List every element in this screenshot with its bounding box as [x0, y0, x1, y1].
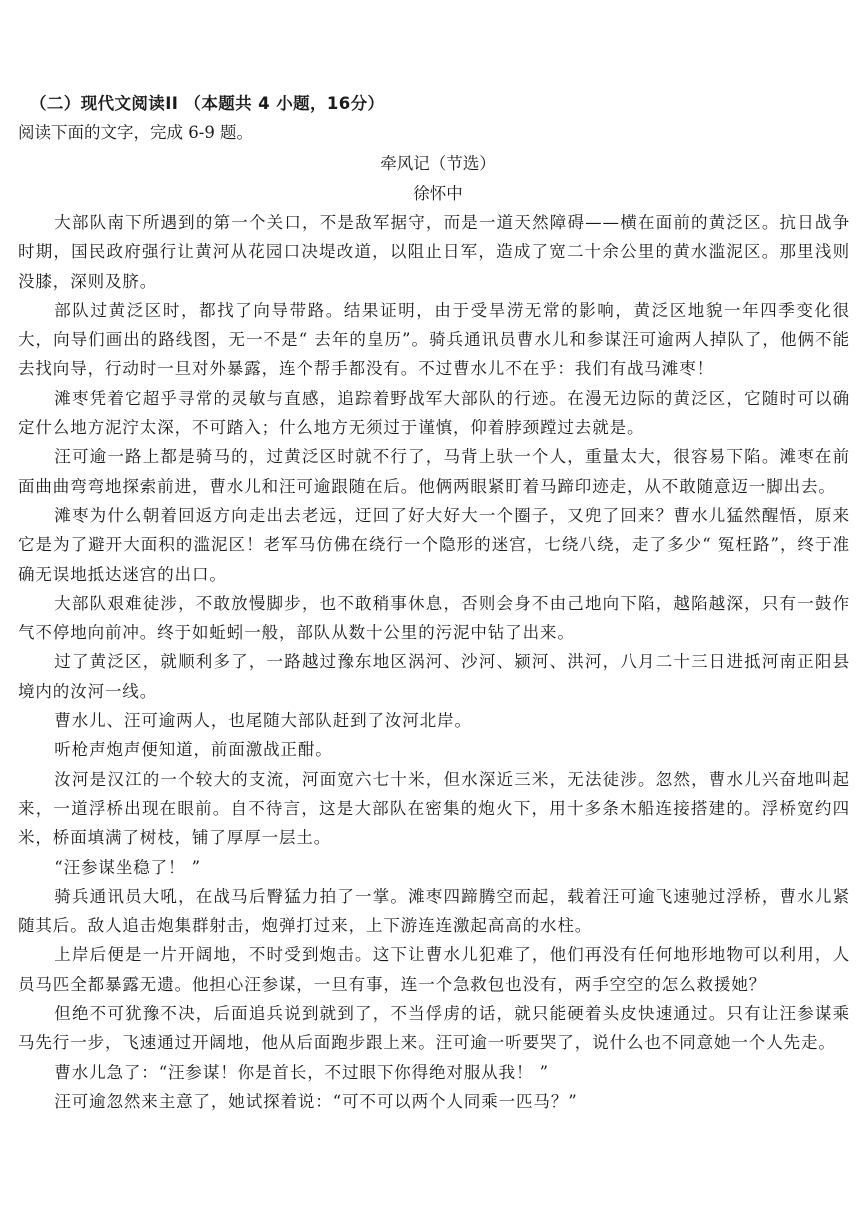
paragraph: 滩枣为什么朝着回返方向走出去老远，迂回了好大好大一个圈子，又兜了回来？曹水儿猛然醒悟，原来它是为了避开大面积的滥泥区！老军马仿佛在绕行一个隐形的迷宫，七绕八绕，走了多少“ 冤枉路”，终于准确无误地抵达迷宫的出口。	[18, 505, 850, 584]
paragraph: 过了黄泛区，就顺利多了，一路越过豫东地区涡河、沙河、颍河、洪河，八月二十三日进抵河南正阳县境内的汝河一线。	[18, 652, 850, 701]
paragraph: 汪可逾忽然来主意了，她试探着说：“可不可以两个人同乘一匹马？”	[54, 1091, 578, 1111]
paragraph: 部队过黄泛区时，都找了向导带路。结果证明，由于受旱涝无常的影响，黄泛区地貌一年四季变化很大，向导们画出的路线图，无一不是“ 去年的皇历”。骑兵通讯员曹水儿和参谋汪可逾两人掉队了，他俩不能去找向导，行动时一旦对外暴露，连个帮手都没有。不过曹水儿不在乎：我们有战马滩枣！	[18, 300, 850, 379]
paragraph: 曹水儿、汪可逾两人，也尾随大部队赶到了汝河北岸。	[54, 711, 472, 731]
paragraph: 曹水儿急了：“汪参谋！你是首长，不过眼下你得绝对服从我！ ”	[54, 1062, 549, 1082]
article-author: 徐怀中	[413, 184, 463, 203]
paragraph: 大部队南下所遇到的第一个关口，不是敌军据守，而是一道天然障碍——横在面前的黄泛区。抗日战争时期，国民政府强行让黄河从花园口决堤改道，以阻止日军，造成了宽二十余公里的黄水滥泥区。那里浅则没膝，深则及脐。	[18, 213, 850, 291]
paragraph: 听枪声炮声便知道，前面激战正酣。	[54, 740, 333, 760]
paragraph: “汪参谋坐稳了！ ”	[54, 857, 201, 877]
article-body	[18, 208, 850, 1116]
paragraph: 大部队艰难徒涉，不敢放慢脚步，也不敢稍事休息，否则会身不由己地向下陷，越陷越深，只有一鼓作气不停地向前冲。终于如蚯蚓一般，部队从数十公里的污泥中钻了出来。	[18, 593, 850, 643]
paragraph: 骑兵通讯员大吼，在战马后臀猛力拍了一掌。滩枣四蹄腾空而起，载着汪可逾飞速驰过浮桥，曹水儿紧随其后。敌人追击炮集群射击，炮弹打过来，上下游连连激起高高的水柱。	[18, 886, 850, 936]
section-heading: （二）现代文阅读II （本题共 4 小题，16分）	[30, 94, 385, 113]
paragraph: 但绝不可犹豫不决，后面追兵说到就到了，不当俘虏的话，就只能硬着头皮快速通过。只有让汪参谋乘马先行一步，飞速通过开阔地，他从后面跑步跟上来。汪可逾一听要哭了，说什么也不同意她一个人先走。	[18, 1004, 850, 1053]
paragraph: 汝河是汉江的一个较大的支流，河面宽六七十米，但水深近三米，无法徒涉。忽然，曹水儿兴奋地叫起来，一道浮桥出现在眼前。自不待言，这是大部队在密集的炮火下，用十多条木船连接搭建的。浮桥宽约四米，桥面填满了树枝，铺了厚厚一层土。	[18, 769, 850, 848]
paragraph: 汪可逾一路上都是骑马的，过黄泛区时就不行了，马背上驮一个人，重量太大，很容易下陷。滩枣在前面曲曲弯弯地探索前进，曹水儿和汪可逾跟随在后。他俩两眼紧盯着马蹄印迹走，从不敢随意迈一脚出去。	[18, 447, 850, 496]
paragraph: 滩枣凭着它超乎寻常的灵敏与直感，追踪着野战军大部队的行迹。在漫无边际的黄泛区，它随时可以确定什么地方泥泞太深，不可踏入；什么地方无须过于谨慎，仰着脖颈蹚过去就是。	[18, 388, 850, 438]
paragraph: 上岸后便是一片开阔地，不时受到炮击。这下让曹水儿犯难了，他们再没有任何地形地物可以利用，人员马匹全都暴露无遗。他担心汪参谋，一旦有事，连一个急救包也没有，两手空空的怎么救援她？	[18, 945, 850, 994]
article-title: 牵风记（节选）	[380, 154, 496, 173]
reading-instruction: 阅读下面的文字，完成 6-9 题。	[18, 123, 254, 142]
